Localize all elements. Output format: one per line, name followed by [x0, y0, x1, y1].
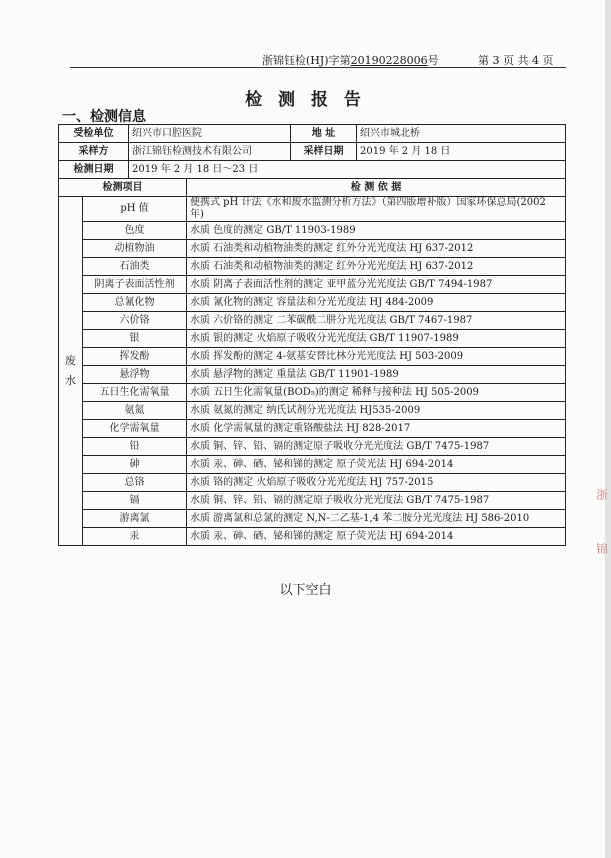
table-row	[59, 294, 566, 312]
reference-number: 20190228006	[350, 54, 428, 67]
table-row	[59, 384, 566, 402]
sample-date-label: 采样日期	[291, 143, 357, 161]
test-basis: 水质 氨氮的测定 纳氏试剂分光光度法 HJ535-2009	[187, 402, 566, 420]
report-reference	[262, 52, 439, 68]
test-item: 总铬	[83, 474, 187, 492]
address-value: 绍兴市城北桥	[357, 125, 566, 143]
table-row	[59, 197, 566, 222]
report-title: 检 测 报 告	[245, 90, 366, 110]
test-item: 银	[83, 330, 187, 348]
test-basis: 水质 铜、锌、铅、镉的测定原子吸收分光光度法 GB/T 7475-1987	[187, 492, 566, 510]
category-cell	[59, 197, 83, 546]
test-item: 动植物油	[83, 240, 187, 258]
test-date-label: 检测日期	[59, 161, 129, 179]
test-item: 化学需氧量	[83, 420, 187, 438]
test-item: 色度	[83, 222, 187, 240]
sampler-value: 浙江锦钰检测技术有限公司	[129, 143, 291, 161]
column-header-row	[59, 179, 566, 197]
seal-fragment: 浙	[596, 488, 609, 502]
category-char: 水	[65, 374, 76, 387]
table-row	[59, 438, 566, 456]
table-row	[59, 528, 566, 546]
table-row	[59, 348, 566, 366]
test-date-value: 2019 年 2 月 18 日～23 日	[129, 161, 566, 179]
test-basis: 水质 游离氯和总氯的测定 N,N-二乙基-1,4 苯二胺分光光度法 HJ 586-2010	[187, 510, 566, 528]
header-divider	[70, 67, 566, 68]
test-item: pH 值	[83, 197, 187, 222]
client-row	[59, 125, 566, 143]
test-basis: 水质 石油类和动植物油类的测定 红外分光光度法 HJ 637-2012	[187, 240, 566, 258]
item-column-header: 检测项目	[59, 179, 187, 197]
category-char: 废	[65, 354, 76, 367]
test-date-row	[59, 161, 566, 179]
table-row	[59, 420, 566, 438]
test-item: 石油类	[83, 258, 187, 276]
test-basis: 水质 色度的测定 GB/T 11903-1989	[187, 222, 566, 240]
test-basis: 水质 六价铬的测定 二苯碳酰二肼分光光度法 GB/T 7467-1987	[187, 312, 566, 330]
test-item: 游离氯	[83, 510, 187, 528]
seal-fragment: 锦	[596, 542, 609, 556]
sampler-label: 采样方	[59, 143, 129, 161]
test-basis: 水质 化学需氧量的测定重铬酸盐法 HJ 828-2017	[187, 420, 566, 438]
table-row	[59, 402, 566, 420]
test-item: 砷	[83, 456, 187, 474]
test-basis: 水质 挥发酚的测定 4-氨基安替比林分光光度法 HJ 503-2009	[187, 348, 566, 366]
table-row	[59, 276, 566, 294]
test-item: 铅	[83, 438, 187, 456]
table-row	[59, 510, 566, 528]
table-row	[59, 312, 566, 330]
page-info: 第 3 页 共 4 页	[478, 54, 554, 67]
table-row	[59, 240, 566, 258]
table-row	[59, 492, 566, 510]
client-label: 受检单位	[59, 125, 129, 143]
test-item: 挥发酚	[83, 348, 187, 366]
table-row	[59, 474, 566, 492]
detail-rows	[59, 197, 566, 546]
test-basis: 水质 悬浮物的测定 重量法 GB/T 11901-1989	[187, 366, 566, 384]
test-item: 五日生化需氧量	[83, 384, 187, 402]
test-item: 阴离子表面活性剂	[83, 276, 187, 294]
test-item: 氨氮	[83, 402, 187, 420]
test-basis: 水质 五日生化需氧量(BOD₅)的测定 稀释与接种法 HJ 505-2009	[187, 384, 566, 402]
table-row	[59, 222, 566, 240]
test-basis: 水质 汞、砷、硒、铋和锑的测定 原子荧光法 HJ 694-2014	[187, 528, 566, 546]
test-item: 悬浮物	[83, 366, 187, 384]
table-row	[59, 456, 566, 474]
page-edge	[605, 0, 611, 858]
test-basis: 水质 阴离子表面活性剂的测定 亚甲蓝分光光度法 GB/T 7494-1987	[187, 276, 566, 294]
blank-below-note: 以下空白	[279, 583, 332, 598]
reference-prefix: 浙锦钰检(HJ)字第	[262, 54, 351, 67]
test-item: 六价铬	[83, 312, 187, 330]
table-row	[59, 366, 566, 384]
table-row	[59, 330, 566, 348]
client-value: 绍兴市口腔医院	[129, 125, 291, 143]
section-title: 一、检测信息	[62, 109, 146, 125]
test-basis: 水质 铬的测定 火焰原子吸收分光光度法 HJ 757-2015	[187, 474, 566, 492]
reference-suffix: 号	[427, 54, 439, 67]
inspection-table	[58, 124, 566, 546]
test-basis: 水质 石油类和动植物油类的测定 红外分光光度法 HJ 637-2012	[187, 258, 566, 276]
test-item: 镉	[83, 492, 187, 510]
table-row	[59, 258, 566, 276]
test-item: 总氰化物	[83, 294, 187, 312]
test-item: 汞	[83, 528, 187, 546]
test-basis: 水质 银的测定 火焰原子吸收分光光度法 GB/T 11907-1989	[187, 330, 566, 348]
basis-column-header: 检 测 依 据	[187, 179, 566, 197]
test-basis: 水质 铜、锌、铅、镉的测定原子吸收分光光度法 GB/T 7475-1987	[187, 438, 566, 456]
sample-date-value: 2019 年 2 月 18 日	[357, 143, 566, 161]
test-basis: 水质 汞、砷、硒、铋和锑的测定 原子荧光法 HJ 694-2014	[187, 456, 566, 474]
test-basis: 水质 氰化物的测定 容量法和分光光度法 HJ 484-2009	[187, 294, 566, 312]
test-basis: 便携式 pH 计法《水和废水监测分析方法》（第四版增补版）国家环保总局(2002 年)	[187, 197, 566, 222]
address-label: 地 址	[291, 125, 357, 143]
sampler-row	[59, 143, 566, 161]
